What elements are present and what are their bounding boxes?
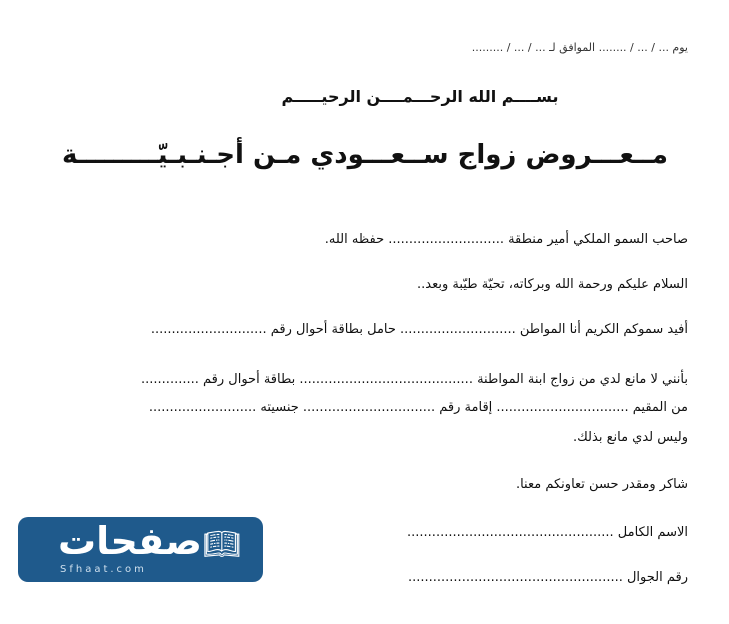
date-line: يوم ... / ... / ........ الموافق لـ ... / ... / ......... <box>471 41 688 54</box>
no-objection-line: وليس لدي مانع بذلك. <box>572 430 688 445</box>
logo-latin-text: Sfhaat.com <box>60 564 147 575</box>
addressee-line: صاحب السمو الملكي أمير منطقة ............................ حفظه الله. <box>324 232 688 247</box>
mobile-field: رقم الجوال .................................................... <box>407 570 688 585</box>
full-name-field: الاسم الكامل .................................................. <box>407 525 688 540</box>
bride-line: بأنني لا مانع لدي من زواج ابنة المواطنة .......................................... بطاقة أحوال رقم .............. <box>141 372 688 387</box>
resident-line: من المقيم ................................ إقامة رقم ................................ جنسيته .......................... <box>148 400 688 415</box>
book-icon: 📖︎ <box>202 527 241 562</box>
document-title: مــعـــروض زواج ســعـــودي مـن أجـنـبـيّـــــــــة <box>62 140 668 170</box>
thanks-line: شاكر ومقدر حسن تعاونكم معنا. <box>515 477 688 492</box>
sfhaat-logo <box>18 517 263 582</box>
citizen-line: أفيد سموكم الكريم أنا المواطن ............................ حامل بطاقة أحوال رقم ............................ <box>150 322 688 337</box>
logo-arabic-text: صفحات <box>58 519 202 563</box>
basmala: بســــم الله الرحـــمــــن الرحيـــــم <box>281 87 559 106</box>
greeting-line: السلام عليكم ورحمة الله وبركاته، تحيّة طيّبة وبعد.. <box>417 277 688 292</box>
